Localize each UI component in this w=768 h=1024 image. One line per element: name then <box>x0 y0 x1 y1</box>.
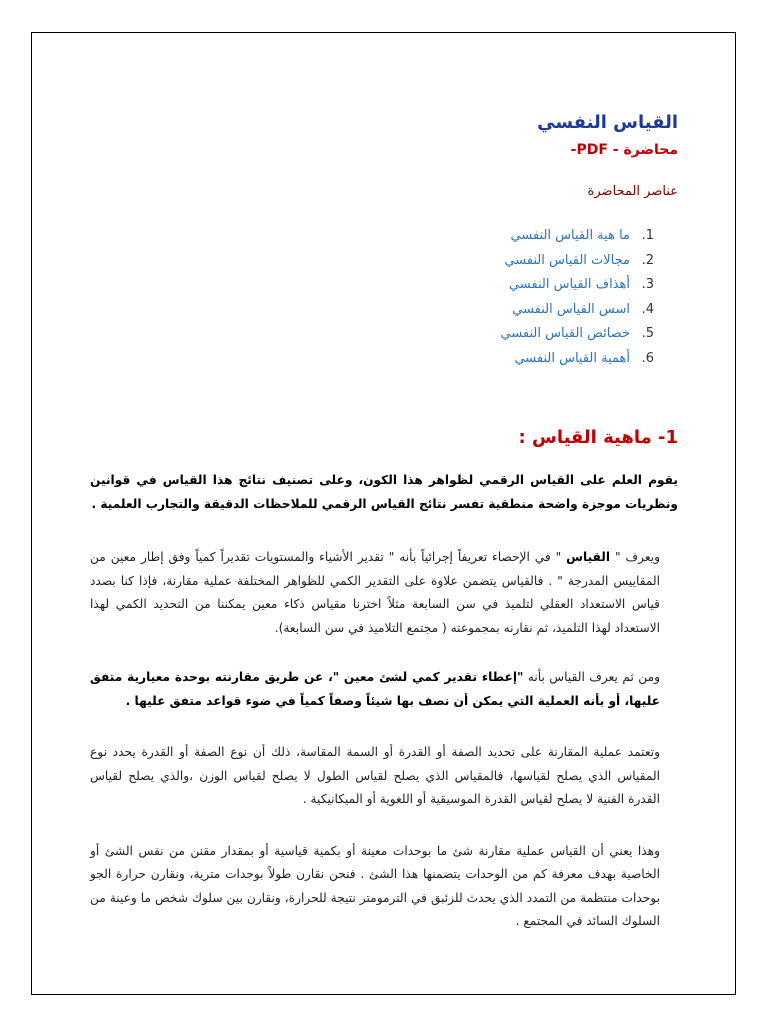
toc-item[interactable] <box>90 298 654 323</box>
toc-item[interactable] <box>90 224 654 249</box>
toc-item[interactable] <box>90 347 654 372</box>
toc-link[interactable]: مجالات القياس النفسي <box>504 252 630 268</box>
toc-number: 1. <box>641 228 654 243</box>
paragraph-definition-measurement <box>90 546 678 640</box>
table-of-contents <box>90 224 678 371</box>
bold-definition: "إعطاء تقدير كمي لشئ معين "، عن طريق مقارنته بوحدة معيارية متفق عليها، أو بأنه العملية التي يمكن أن نصف بها شيئاً وصفاً كمياً في ضوء قواعد متفق عليها . <box>90 670 660 708</box>
document-subtitle: محاضرة - PDF- <box>570 142 678 158</box>
bold-term: القياس <box>566 550 611 564</box>
paragraph-units: وهذا يعني أن القياس عملية مقارنة شئ ما بوحدات معينة أو بكمية قياسية أو بمقدار مقنن من نفس الشئ أو الخاصية بهدف معرفة كم من الوحدات يتضمنها هذا الشئ . فنحن نقارن طولاً بوحدات مترية، ونقارن حرارة الجو بوحدات منتظمة من التمدد الذي يحدث للزئبق في الترمومتر نتيجة للحرارة، ونقارن بين سلوك شخص ما وعينة من السلوك السائد في المجتمع . <box>90 843 660 928</box>
toc-number: 3. <box>641 277 654 292</box>
paragraph-text: ومن ثم يعرف القياس بأنه <box>523 670 660 684</box>
toc-number: 2. <box>641 252 654 268</box>
toc-item[interactable] <box>90 249 654 274</box>
toc-number: 6. <box>641 350 654 366</box>
document-body <box>90 110 678 934</box>
toc-link[interactable]: أهمية القياس النفسي <box>514 350 630 366</box>
paragraph-comparison: وتعتمد عملية المقارنة على تحديد الصفة أو القدرة أو السمة المقاسة، ذلك أن نوع الصفة أو القدرة يحدد نوع المقياس الذي يصلح لقياسها، فالمقياس الذي يصلح لقياس الطول لا يصلح لقياس الوزن ،والذي يصلح لقياس القدرة الفنية لا يصلح لقياس القدرة الموسيقية أو اللغوية أو الميكانيكية . <box>90 745 660 806</box>
toc-link[interactable]: ما هية القياس النفسي <box>510 228 630 243</box>
section-heading: 1- ماهية القياس : <box>518 427 678 448</box>
paragraph-text: " في الإحصاء تعريفاً إجرائياً بأنه " تقدير الأشياء والمستويات تقديراً كمياً وفق إطار معين من المقاييس المدرجة " . فالقياس يتضمن علاوة على التقدير الكمي للظواهر المختلفة عملية مقارنة، فإذا كنا بصدد قياس الاستعداد العقلي لتلميذ في سن السابعة مثلاً اخترنا مقياس ذكاء معين يمكننا من التحديد الكمي لهذا الاستعداد لهذا التلميذ، ثم نقارنه بمجموعته ( مجتمع التلاميذ في سن السابعة). <box>90 550 660 635</box>
toc-link[interactable]: خصائص القياس النفسي <box>500 326 630 341</box>
document-title: القياس النفسي <box>537 112 678 133</box>
toc-item[interactable] <box>90 322 654 347</box>
toc-number: 4. <box>641 301 654 317</box>
toc-link[interactable]: اسس القياس النفسي <box>512 301 630 317</box>
paragraph-measurement-meaning <box>90 666 678 713</box>
toc-number: 5. <box>641 326 654 341</box>
toc-item[interactable] <box>90 273 654 298</box>
paragraph-text: ويعرف " <box>610 550 660 564</box>
toc-link[interactable]: أهذاف القياس النفسي <box>508 277 630 292</box>
toc-heading: عناصر المحاضرة <box>587 184 678 199</box>
paragraph-definition-science: يقوم العلم على القياس الرقمي لظواهر هذا الكون، وعلى تصنيف نتائج هذا القياس في قوانين ونظريات موجزة واضحة منطقية تفسر نتائج القياس الرقمي للملاحظات الدقيقة والتجارب العلمية . <box>90 473 678 511</box>
